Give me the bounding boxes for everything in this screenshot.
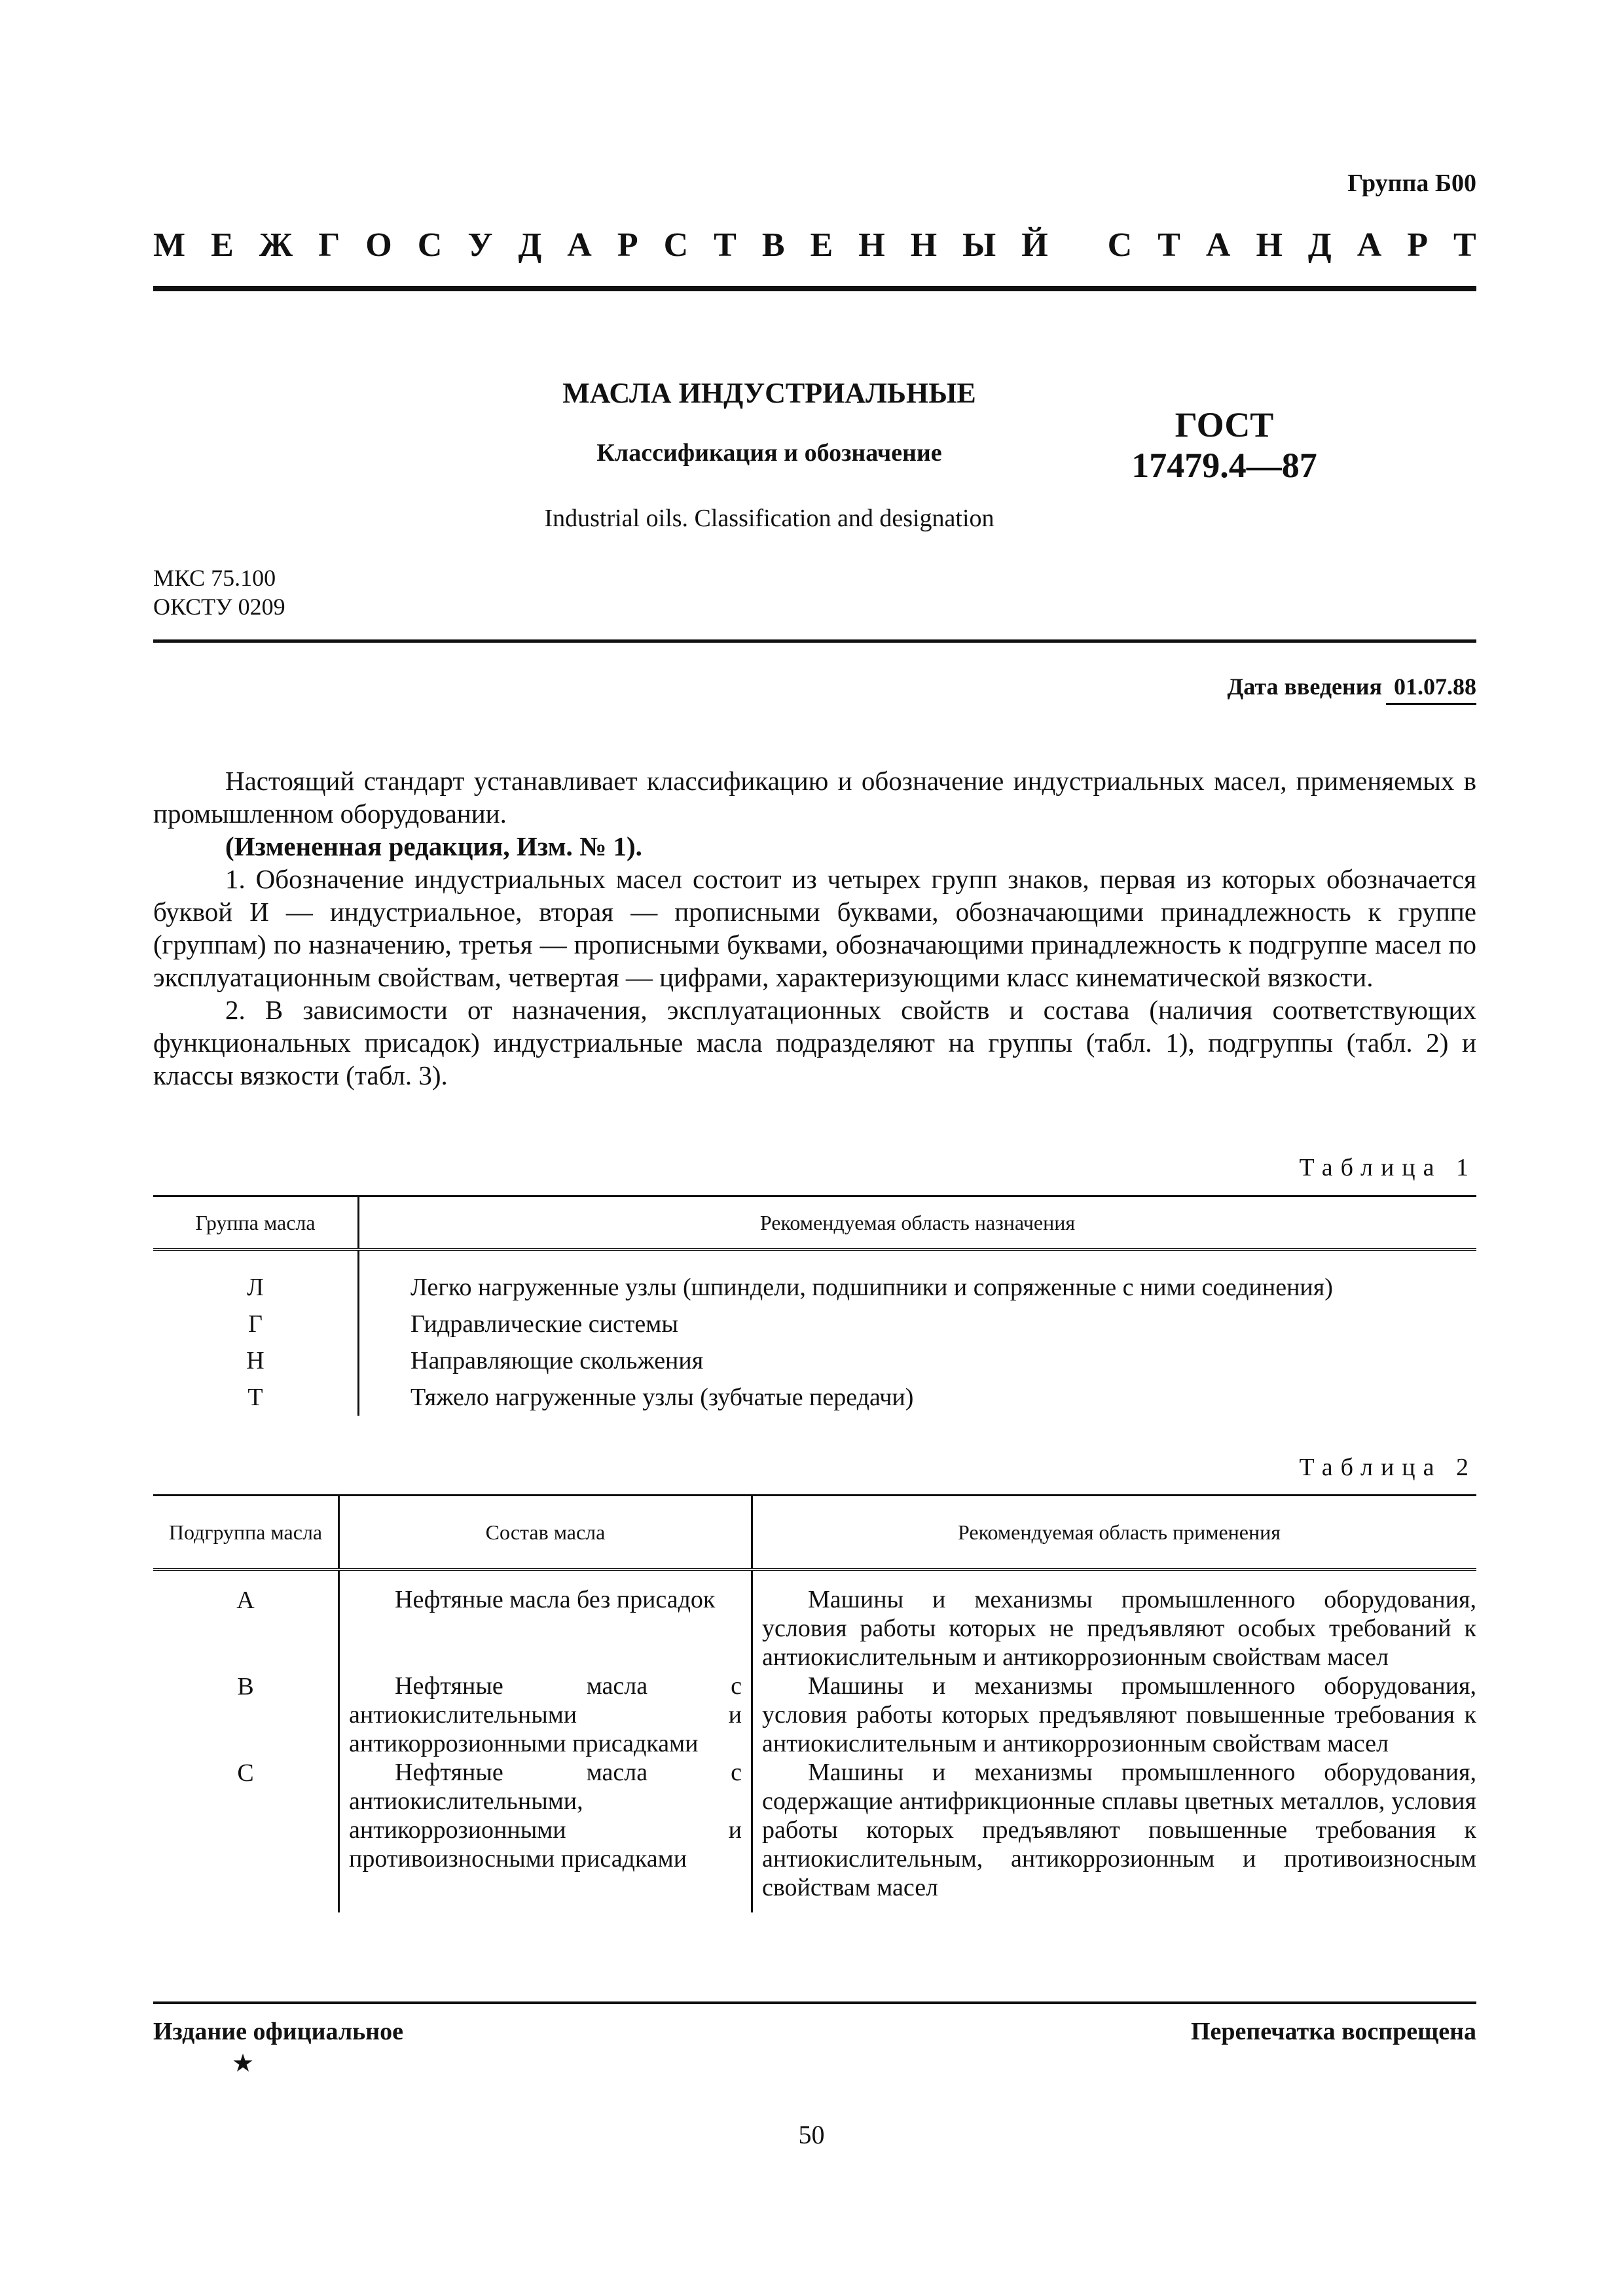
- table2-cell-subgroup: С: [153, 1758, 339, 1902]
- document-title: МАСЛА ИНДУСТРИАЛЬНЫЕ: [562, 377, 976, 409]
- reprint-prohibited-label: Перепечатка воспрещена: [1190, 2018, 1476, 2045]
- document-title-english: Industrial oils. Classification and designation: [544, 505, 994, 532]
- document-subtitle: Классификация и обозначение: [596, 439, 942, 467]
- star-icon: ★: [232, 2050, 255, 2077]
- heading-letter: Д: [518, 226, 542, 264]
- heading-letter: Е: [810, 226, 833, 264]
- table1-spacer: [153, 1249, 359, 1269]
- page-number: 50: [798, 2120, 825, 2149]
- table2-spacer: [153, 1570, 339, 1585]
- heading-letter: Н: [1256, 226, 1283, 264]
- table2-header-composition: Состав масла: [339, 1496, 752, 1570]
- table-row: [153, 1342, 1476, 1379]
- heading-letter: М: [153, 226, 186, 264]
- heading-letter: Т: [714, 226, 737, 264]
- table2-cell-application: Машины и механизмы промышленного оборудования, условия работы которых предъявляют повышенные требования к антиокислительным и антикоррозионным свойствам масел: [762, 1672, 1476, 1757]
- heading-letter: [1074, 226, 1082, 264]
- table1-cell-group: Л: [153, 1269, 359, 1306]
- heading-letter: Е: [211, 226, 234, 264]
- heading-letter: О: [365, 226, 392, 264]
- table2-header-subgroup: Подгруппа масла: [153, 1496, 339, 1570]
- heading-letter: В: [761, 226, 785, 264]
- intro-date-label: Дата введения: [1227, 673, 1382, 700]
- heading-letter: Т: [1158, 226, 1180, 264]
- heading-letter: А: [567, 226, 592, 264]
- paragraph-classification: 2. В зависимости от назначения, эксплуатационных свойств и состава (наличия соответствующих функциональных присадок) индустриальные масла подразделяют на группы (табл. 1), подгруппы (табл. 2) и классы вязкости (табл. 3).: [153, 995, 1476, 1090]
- table1-cell-area: Направляющие скольжения: [410, 1347, 704, 1374]
- heading-letter: Т: [1453, 226, 1476, 264]
- table-row: [153, 1306, 1476, 1342]
- heading-letter: Н: [910, 226, 938, 264]
- table-2: [153, 1494, 1476, 1912]
- heading-letter: А: [1357, 226, 1382, 264]
- table2-cell-composition: Нефтяные масла без присадок: [339, 1585, 752, 1672]
- table-row: [153, 1672, 1476, 1758]
- paragraph-designation: 1. Обозначение индустриальных масел состоит из четырех групп знаков, первая из которых обозначается буквой И — индустриальное, вторая — прописными буквами, обозначающими принадлежность к группе (группам) по назначению, третья — прописными буквами, обозначающими принадлежность к подгруппе масел по эксплуатационным свойствам, четвертая — цифрами, характеризующими класс кинематической вязкости.: [153, 864, 1476, 992]
- table2-cell-subgroup: А: [153, 1585, 339, 1672]
- table2-cell-subgroup: В: [153, 1672, 339, 1758]
- heading-letter: Й: [1021, 226, 1048, 264]
- table1-caption: Таблица 1: [1299, 1154, 1476, 1181]
- heading-letter: А: [1205, 226, 1231, 264]
- okstu-code: ОКСТУ 0209: [153, 594, 285, 620]
- table-row: [153, 1269, 1476, 1306]
- intro-date: [1228, 673, 1477, 705]
- interstate-standard-heading: [153, 226, 1476, 264]
- gost-number: 17479.4—87: [1131, 446, 1317, 485]
- heading-letter: Ы: [962, 226, 996, 264]
- table2-caption: Таблица 2: [1299, 1454, 1476, 1481]
- table-row: [153, 1379, 1476, 1416]
- paragraph-scope: Настоящий стандарт устанавливает классификацию и обозначение индустриальных масел, применяемых в промышленном оборудовании.: [153, 766, 1476, 829]
- heading-letter: Н: [858, 226, 885, 264]
- table2-header-application: Рекомендуемая область применения: [752, 1496, 1477, 1570]
- table2-cell-composition: Нефтяные масла с антиокислительными и антикоррозионными присадками: [339, 1672, 752, 1758]
- table1-cell-group: Т: [153, 1379, 359, 1416]
- table2-cell-application: Машины и механизмы промышленного оборудования, условия работы которых не предъявляют особых требований к антиокислительным и антикоррозионным свойствам масел: [762, 1586, 1476, 1671]
- heading-letter: С: [1107, 226, 1133, 264]
- table1-cell-group: Г: [153, 1306, 359, 1342]
- official-edition-label: Издание официальное: [153, 2018, 404, 2045]
- intro-date-value: 01.07.88: [1386, 673, 1476, 705]
- footer-divider: [153, 2001, 1476, 2004]
- header-divider: [153, 286, 1476, 291]
- heading-letter: Д: [1307, 226, 1332, 264]
- table1-cell-area: Гидравлические системы: [410, 1310, 678, 1338]
- codes-divider: [153, 639, 1476, 643]
- paragraph-change-note: (Измененная редакция, Изм. № 1).: [225, 831, 642, 861]
- heading-letter: Р: [617, 226, 638, 264]
- table2-cell-composition: Нефтяные масла с антиокислительными, антикоррозионными и противоизносными присадками: [339, 1758, 752, 1902]
- table1-header-area: Рекомендуемая область назначения: [359, 1196, 1477, 1250]
- heading-letter: С: [663, 226, 689, 264]
- heading-letter: С: [417, 226, 443, 264]
- table-row: [153, 1758, 1476, 1902]
- table1-header-group: Группа масла: [153, 1196, 359, 1250]
- table1-cell-group: Н: [153, 1342, 359, 1379]
- gost-label: ГОСТ: [1175, 405, 1274, 444]
- table1-cell-area: Легко нагруженные узлы (шпиндели, подшипники и сопряженные с ними соединения): [410, 1274, 1333, 1301]
- heading-letter: Г: [318, 226, 340, 264]
- heading-letter: Ж: [259, 226, 293, 264]
- heading-letter: Р: [1407, 226, 1429, 264]
- table1-cell-area: Тяжело нагруженные узлы (зубчатые передачи): [410, 1384, 914, 1411]
- heading-letter: У: [467, 226, 493, 264]
- table-1: [153, 1195, 1476, 1416]
- body-text: [153, 764, 1476, 1092]
- group-label: Группа Б00: [1347, 170, 1476, 197]
- table-row: [153, 1585, 1476, 1672]
- table2-cell-application: Машины и механизмы промышленного оборудования, содержащие антифрикционные сплавы цветных металлов, условия работы которых предъявляют повышенные требования к антиокислительным, антикоррозионным и противоизносным свойствам масел: [762, 1759, 1476, 1901]
- mks-code: МКС 75.100: [153, 565, 276, 591]
